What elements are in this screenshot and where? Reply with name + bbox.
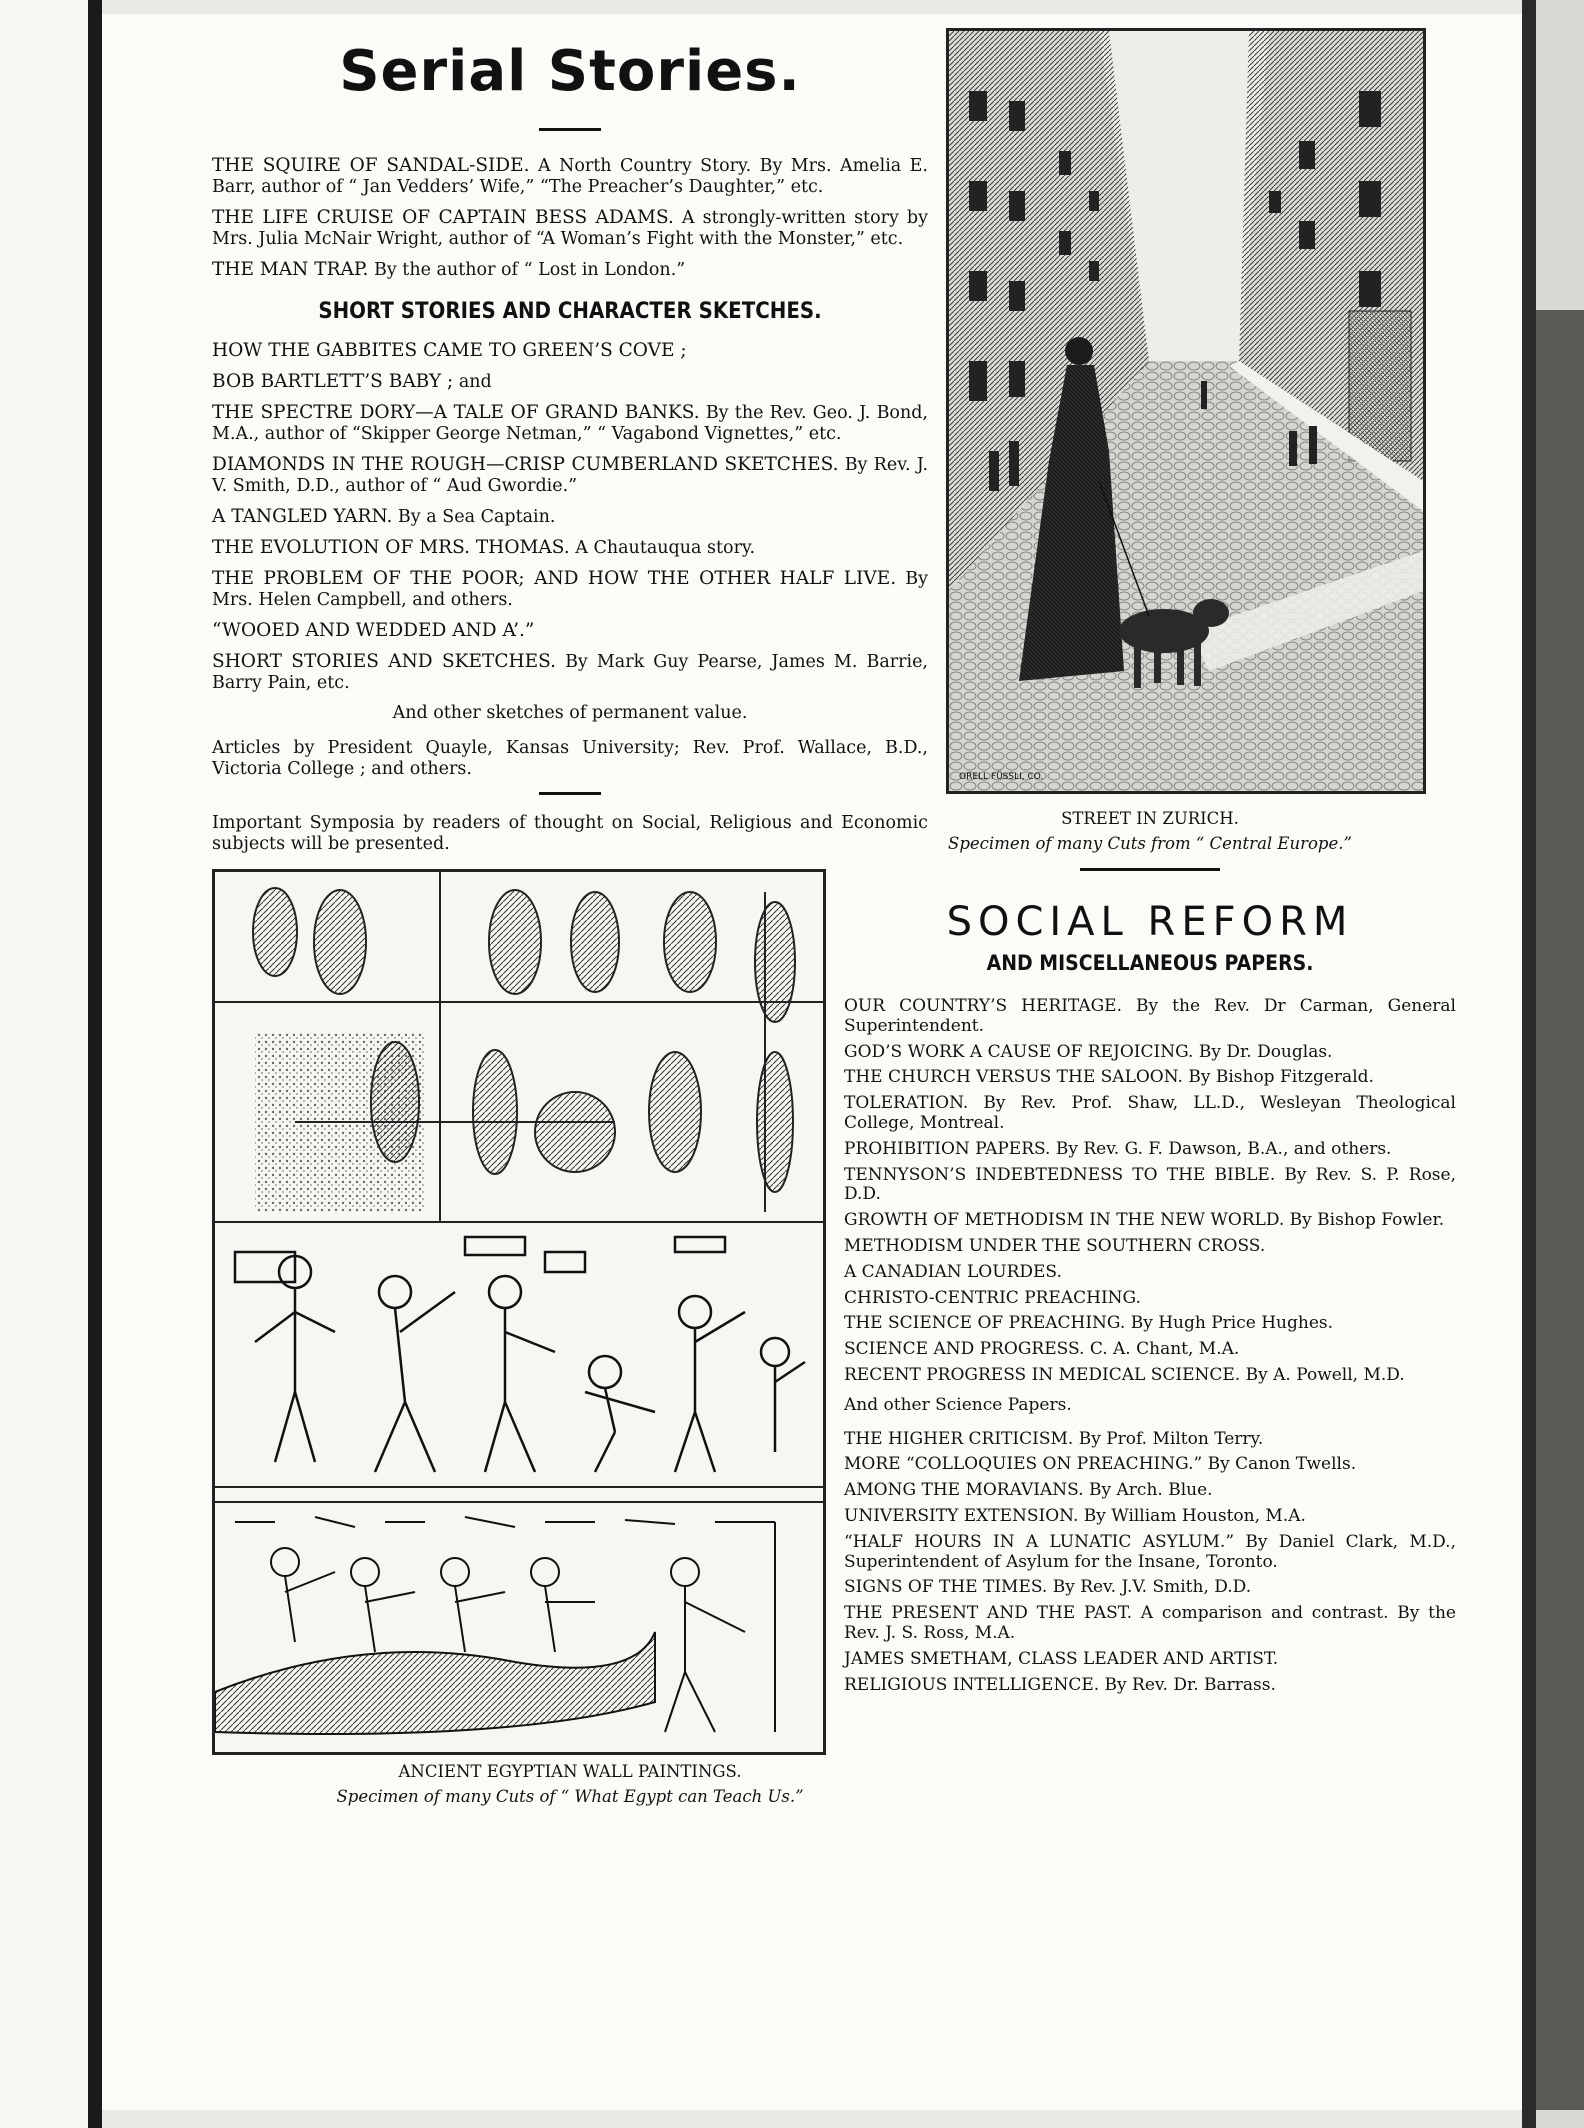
list-item: CHRISTO-CENTRIC PREACHING. xyxy=(844,1287,1141,1308)
list-item: HOW THE GABBITES CAME TO GREEN’S COVE ; xyxy=(212,340,687,361)
list-item: THE SQUIRE OF SANDAL-SIDE. A North Country Story. By Mrs. Amelia E. Barr, author of “ Jan Vedders’ Wife,” “The Preacher’s Daughter,” etc. xyxy=(212,155,928,197)
page-right-edge xyxy=(1522,0,1584,2128)
list-item: OUR COUNTRY’S HERITAGE. By the Rev. Dr Carman, General Superintendent. xyxy=(844,996,1456,1036)
list-item: GOD’S WORK A CAUSE OF REJOICING. By Dr. Douglas. xyxy=(844,1041,1333,1062)
articles-note: Articles by President Quayle, Kansas University; Rev. Prof. Wallace, B.D., Victoria College ; and others. xyxy=(212,738,928,779)
list-item: MORE “COLLOQUIES ON PREACHING.” By Canon Twells. xyxy=(844,1454,1357,1475)
papers-list xyxy=(844,997,1456,1386)
previous-page-edge xyxy=(0,0,88,2128)
short-stories-list xyxy=(212,340,928,694)
egyptian-wall-painting-illustration xyxy=(212,869,826,1755)
list-item: METHODISM UNDER THE SOUTHERN CROSS. xyxy=(844,1235,1266,1256)
social-reform-title: SOCIAL REFORM xyxy=(946,899,1354,945)
list-item: THE MAN TRAP. By the author of “ Lost in London.” xyxy=(212,259,686,280)
papers-list-2 xyxy=(844,1430,1456,1696)
list-item: TOLERATION. By Rev. Prof. Shaw, LL.D., Wesleyan Theological College, Montreal. xyxy=(844,1093,1456,1133)
list-item: RECENT PROGRESS IN MEDICAL SCIENCE. By A. Powell, M.D. xyxy=(844,1364,1405,1385)
divider-rule xyxy=(1080,868,1220,871)
list-item: “WOOED AND WEDDED AND A’.” xyxy=(212,620,535,641)
egyptian-engraving-image xyxy=(215,872,823,1752)
zurich-engraving-image xyxy=(949,31,1423,791)
zurich-street-illustration xyxy=(946,28,1426,794)
list-item: AMONG THE MORAVIANS. By Arch. Blue. xyxy=(844,1480,1213,1501)
list-item: THE PROBLEM OF THE POOR; AND HOW THE OTHER HALF LIVE. By Mrs. Helen Campbell, and others. xyxy=(212,568,929,610)
list-item: THE PRESENT AND THE PAST. A comparison and contrast. By the Rev. J. S. Ross, M.A. xyxy=(844,1603,1456,1643)
binding-gutter xyxy=(88,0,102,2128)
serial-stories-title: Serial Stories. xyxy=(339,39,801,104)
right-column xyxy=(844,14,1456,1701)
list-item: SHORT STORIES AND SKETCHES. By Mark Guy Pearse, James M. Barrie, Barry Pain, etc. xyxy=(212,651,928,693)
divider-rule xyxy=(539,128,601,131)
zurich-caption-title: STREET IN ZURICH. xyxy=(1061,809,1239,828)
left-column xyxy=(212,34,928,1807)
egypt-caption-title: ANCIENT EGYPTIAN WALL PAINTINGS. xyxy=(398,1762,742,1781)
list-item: THE SCIENCE OF PREACHING. By Hugh Price Hughes. xyxy=(844,1313,1334,1334)
list-item: THE EVOLUTION OF MRS. THOMAS. A Chautauqua story. xyxy=(212,537,756,558)
list-item: THE CHURCH VERSUS THE SALOON. By Bishop Fitzgerald. xyxy=(844,1067,1374,1088)
short-stories-heading: SHORT STORIES AND CHARACTER SKETCHES. xyxy=(318,299,822,324)
list-item: THE SPECTRE DORY—A TALE OF GRAND BANKS. By the Rev. Geo. J. Bond, M.A., author of “Skipper George Netman,” “ Vagabond Vignettes,” etc. xyxy=(212,402,928,444)
list-item: DIAMONDS IN THE ROUGH—CRISP CUMBERLAND SKETCHES. By Rev. J. V. Smith, D.D., author of “ Aud Gwordie.” xyxy=(212,454,929,496)
list-item: PROHIBITION PAPERS. By Rev. G. F. Dawson, B.A., and others. xyxy=(844,1138,1392,1159)
list-item: THE LIFE CRUISE OF CAPTAIN BESS ADAMS. A strongly-written story by Mrs. Julia McNair Wright, author of “A Woman’s Fight with the Monster,” etc. xyxy=(212,207,928,249)
list-item: UNIVERSITY EXTENSION. By William Houston, M.A. xyxy=(844,1505,1306,1526)
other-science-note: And other Science Papers. xyxy=(844,1394,1072,1415)
list-item: TENNYSON’S INDEBTEDNESS TO THE BIBLE. By Rev. S. P. Rose, D.D. xyxy=(844,1164,1456,1205)
list-item: A TANGLED YARN. By a Sea Captain. xyxy=(212,506,556,527)
list-item: THE HIGHER CRITICISM. By Prof. Milton Terry. xyxy=(844,1428,1264,1449)
egypt-caption-subtitle: Specimen of many Cuts of “ What Egypt can Teach Us.” xyxy=(336,1787,804,1806)
list-item: BOB BARTLETT’S BABY ; and xyxy=(212,371,492,392)
other-sketches-note: And other sketches of permanent value. xyxy=(392,703,748,723)
list-item: GROWTH OF METHODISM IN THE NEW WORLD. By Bishop Fowler. xyxy=(844,1210,1445,1231)
list-item: “HALF HOURS IN A LUNATIC ASYLUM.” By Daniel Clark, M.D., Superintendent of Asylum for the Insane, Toronto. xyxy=(844,1531,1456,1572)
document-page xyxy=(102,14,1522,2110)
symposia-note: Important Symposia by readers of thought on Social, Religious and Economic subjects will be presented. xyxy=(212,813,928,854)
list-item: A CANADIAN LOURDES. xyxy=(844,1261,1062,1282)
list-item: SIGNS OF THE TIMES. By Rev. J.V. Smith, D.D. xyxy=(844,1577,1252,1598)
serial-list xyxy=(212,155,928,281)
zurich-caption-subtitle: Specimen of many Cuts from “ Central Europe.” xyxy=(948,834,1352,853)
divider-rule xyxy=(539,792,601,795)
list-item: SCIENCE AND PROGRESS. C. A. Chant, M.A. xyxy=(844,1339,1240,1360)
engraver-imprint: ORELL FÜSSLI, CO. xyxy=(959,772,1044,782)
list-item: RELIGIOUS INTELLIGENCE. By Rev. Dr. Barrass. xyxy=(844,1674,1276,1695)
social-reform-subtitle: AND MISCELLANEOUS PAPERS. xyxy=(986,951,1314,975)
list-item: JAMES SMETHAM, CLASS LEADER AND ARTIST. xyxy=(844,1648,1279,1669)
